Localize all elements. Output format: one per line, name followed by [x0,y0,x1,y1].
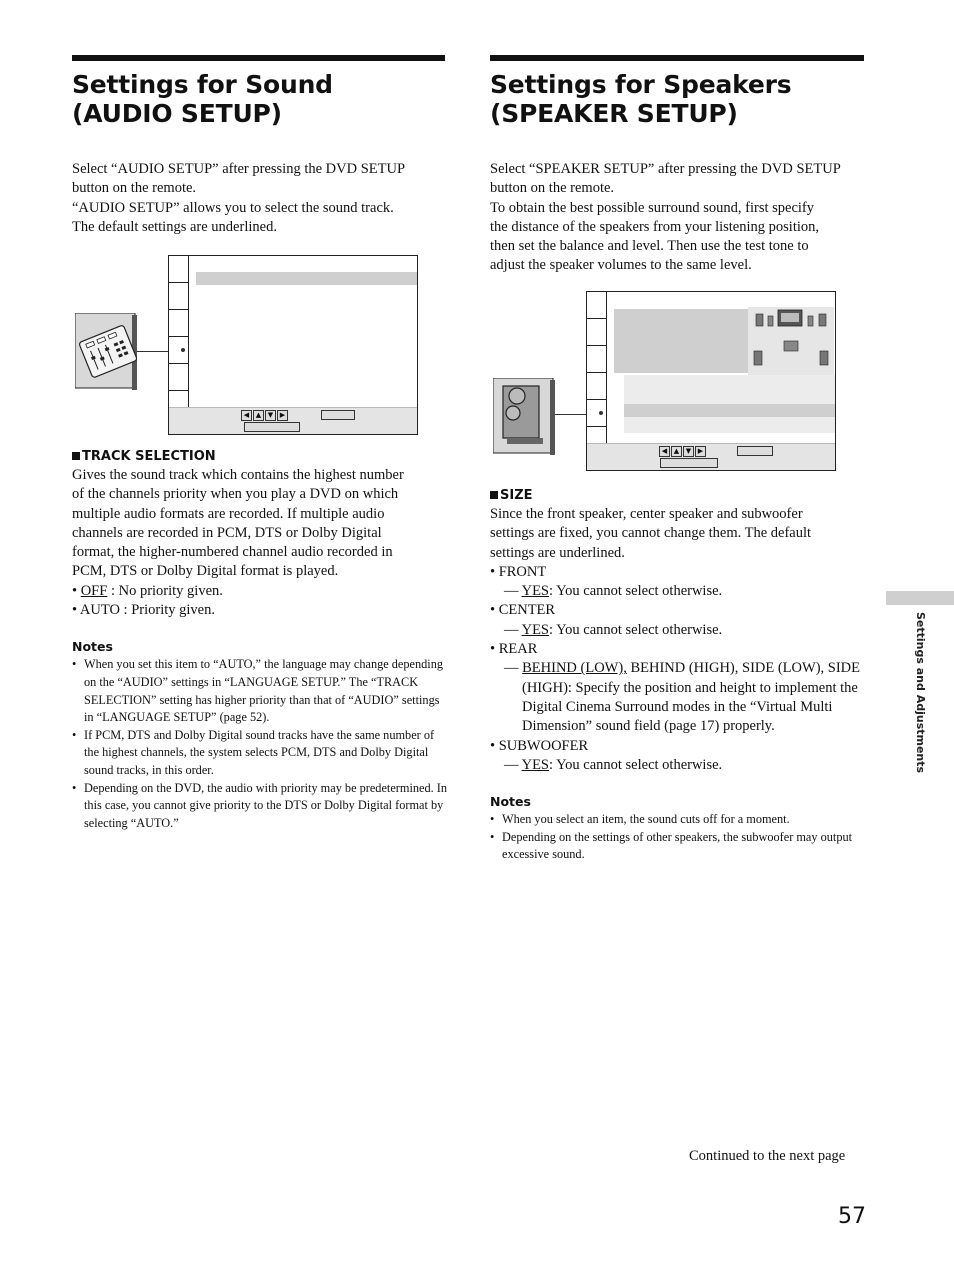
cursor-arrows-icon: ◀ ▲ ▼ ▶ [659,446,706,457]
highlight-bar [196,272,417,285]
screen-footer [587,443,835,470]
audio-setup-screen [168,255,418,435]
speaker-setup-icon [493,378,555,455]
speaker-layout-diagram [748,307,834,375]
item-front-value: — YES: You cannot select otherwise. [504,583,723,600]
size-section: SIZE Since the front speaker, center speaker and subwoofer settings are fixed, you cannot change them. The default settings are underlined. • FRONT — YES: You cannot select otherwise. • CENTER — YES: You cannot select otherwise. • REAR — BEHIND (LOW), BEHIND (HIGH), SIDE (LOW), SIDE (HIGH): Specify the position and height to implement the Digital Cinema Surround modes in the “Virtual Multi Dimension” sound field (page 17) properly. • SUBWOOFER — YES: You cannot select otherwise. Notes • When you select an item, the sound cuts off for a moment. • Depending on the settings of other speakers, the subwoofer may output excessive sound. [490,486,864,864]
notes-heading: Notes [72,639,113,655]
item-center-value: — YES: You cannot select otherwise. [504,621,723,638]
note-item: • When you set this item to “AUTO,” the language may change depending on the “AUDIO” settings in “LANGUAGE SETUP.” The “TRACK SELECTION” setting has higher priority than that of “AUDIO” settings in “LANGUAGE SETUP” (page 52). [72,656,447,726]
audio-setup-title: Settings for Sound (AUDIO SETUP) [72,70,333,128]
section-tab [886,591,954,605]
item-front: • FRONT [490,563,547,580]
speaker-setup-title: Settings for Speakers (SPEAKER SETUP) [490,70,792,128]
selected-indicator [599,411,603,415]
audio-setup-intro: Select “AUDIO SETUP” after pressing the DVD SETUP button on the remote. “AUDIO SETUP” allows you to select the sound track. The default settings are underlined. [72,161,406,235]
track-selection-heading: TRACK SELECTION [72,447,447,466]
track-selection-section: TRACK SELECTION Gives the sound track which contains the highest number of the channels priority when you play a DVD on which multiple audio formats are recorded. If multiple audio channels are recorded in PCM, DTS or Dolby Digital format, the higher-numbered channel audio recorded in PCM, DTS or Dolby Digital format is played. • OFF : No priority given. • AUTO : Priority given. Notes • When you set this item to “AUTO,” the language may change depending on the “AUDIO” settings in “LANGUAGE SETUP.” The “TRACK SELECTION” setting has higher priority than that of “AUDIO” settings in “LANGUAGE SETUP” (page 52). • If PCM, DTS and Dolby Digital sound tracks have the same number of the highest channels, the system selects PCM, DTS and Dolby Digital sound tracks, in this order. • Depending on the DVD, the audio with priority may be predetermined. In this case, you cannot give priority to the DTS or Dolby Digital format by selecting “AUTO.” [72,447,447,832]
item-center: • CENTER [490,602,556,619]
item-rear: • REAR [490,641,538,658]
speaker-setup-column [490,55,864,274]
audio-setup-column [72,55,445,235]
notes-heading: Notes [490,794,531,810]
cursor-arrows-icon: ◀ ▲ ▼ ▶ [241,410,288,421]
notes-list [72,656,447,832]
note-item: • If PCM, DTS and Dolby Digital sound tracks have the same number of the highest channels, the system selects PCM, DTS and Dolby Digital sound tracks, in this order. [72,727,447,780]
selected-indicator [181,348,185,352]
audio-setup-icon [75,313,137,390]
note-item: • Depending on the settings of other speakers, the subwoofer may output excessive sound. [490,829,864,864]
screen-footer [169,407,417,434]
screen-menu-column [587,292,607,444]
item-subwoofer: • SUBWOOFER [490,737,589,754]
speaker-position-panel [614,309,748,373]
title-rule [490,55,864,61]
page-number: 57 [838,1204,866,1229]
return-key-icon [660,458,718,468]
notes-list [490,811,864,864]
size-heading: SIZE [490,486,864,505]
enter-key-icon [321,410,355,420]
item-rear-value: — BEHIND (LOW), BEHIND (HIGH), SIDE (LOW), SIDE (HIGH): Specify the position and height to implement the Digital Cinema Surround modes in the “Virtual Multi Dimension” sound field (page 17) properly. [504,660,860,735]
highlight-bar [624,404,835,417]
option-off: • OFF : No priority given. [72,582,223,599]
note-item: • Depending on the DVD, the audio with priority may be predetermined. In this case, you cannot give priority to the DTS or Dolby Digital format by selecting “AUTO.” [72,780,447,833]
continued-note: Continued to the next page [689,1148,846,1164]
return-key-icon [244,422,300,432]
enter-key-icon [737,446,773,456]
screen-menu-column [169,256,189,408]
section-tab-label: Settings and Adjustments [914,612,927,774]
option-auto: • AUTO : Priority given. [72,602,215,619]
title-rule [72,55,445,61]
note-item: • When you select an item, the sound cuts off for a moment. [490,811,864,829]
item-subwoofer-value: — YES: You cannot select otherwise. [504,756,723,773]
speaker-setup-intro: Select “SPEAKER SETUP” after pressing the DVD SETUP button on the remote. To obtain the best possible surround sound, first specify the distance of the speakers from your listening position, then set the balance and level. Then use the test tone to adjust the speaker volumes to the same level. [490,161,841,274]
speaker-setup-screen [586,291,836,471]
